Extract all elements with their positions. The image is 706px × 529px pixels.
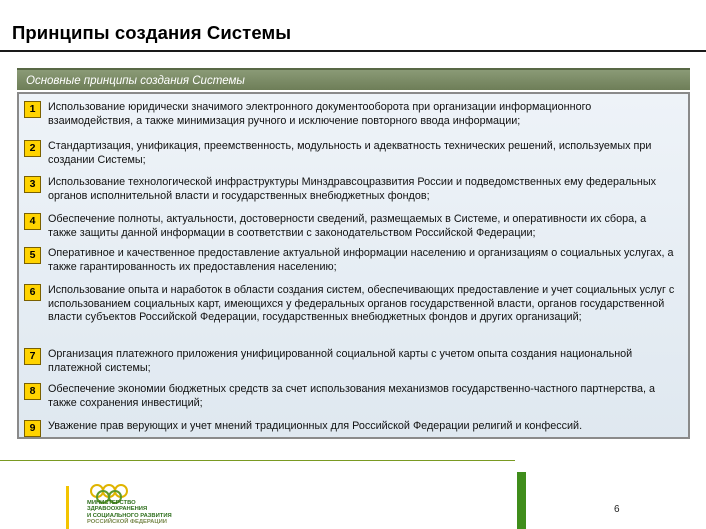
item-number-badge: 3 xyxy=(24,176,41,193)
item-text: Оперативное и качественное предоставление актуальной информации населению и организациям о социальных услугах, а также гарантированность их предоставления населению; xyxy=(48,247,674,273)
item-text: Обеспечение полноты, актуальности, достоверности сведений, размещаемых в Системе, и оперативности их сбора, а также защиты данной информации в соответствии с законодательством Российской Федерации; xyxy=(48,213,647,239)
principles-panel xyxy=(17,92,690,439)
panel-header: Основные принципы создания Системы xyxy=(17,68,690,90)
footer-accent-bar-yellow xyxy=(66,486,69,529)
page-title: Принципы создания Системы xyxy=(12,22,292,43)
item-text: Стандартизация, унификация, преемственность, модульность и адекватность технических решений, используемых при создании Системы; xyxy=(48,140,652,166)
title-divider xyxy=(0,50,706,52)
footer-accent-bar-green xyxy=(517,472,526,529)
item-text: Использование технологической инфраструктуры Минздравсоцразвития России и подведомственных ему федеральных органов исполнительной власти и государственных внебюджетных фондов; xyxy=(48,176,657,202)
item-number-badge: 7 xyxy=(24,348,41,365)
item-number-badge: 6 xyxy=(24,284,41,301)
item-number-badge: 9 xyxy=(24,420,41,437)
ministry-line: ЗДРАВООХРАНЕНИЯ xyxy=(87,506,148,513)
ministry-line: И СОЦИАЛЬНОГО РАЗВИТИЯ xyxy=(87,512,172,519)
item-text: Уважение прав верующих и учет мнений традиционных для Российской Федерации религий и конфессий. xyxy=(48,420,583,432)
ministry-line: МИНИСТЕРСТВО xyxy=(87,500,136,506)
item-text: Использование опыта и наработок в области создания систем, обеспечивающих предоставление и учет социальных услуг с использованием социальных карт, имеющихся у федеральных органов государственной власти, органов государственной власти субъектов Российской Федерации, государственных внебюджетных фондов и других организаций; xyxy=(48,284,675,324)
item-text: Организация платежного приложения унифицированной социальной карты с учетом опыта создания национальной платежной системы; xyxy=(48,348,633,374)
ministry-name xyxy=(87,500,237,526)
item-text: Использование юридически значимого электронного документооборота при организации информационного взаимодействия, а также минимизация ручного и исключение повторного ввода информации; xyxy=(48,101,592,127)
item-number-badge: 1 xyxy=(24,101,41,118)
item-number-badge: 5 xyxy=(24,247,41,264)
ministry-subline: РОССИЙСКОЙ ФЕДЕРАЦИИ xyxy=(87,519,167,526)
item-number-badge: 8 xyxy=(24,383,41,400)
page-number: 6 xyxy=(614,504,620,515)
item-text: Обеспечение экономии бюджетных средств за счет использования механизмов государственно-частного партнерства, а также сохранения инвестиций; xyxy=(48,383,656,409)
item-number-badge: 2 xyxy=(24,140,41,157)
footer-divider xyxy=(0,460,515,461)
item-number-badge: 4 xyxy=(24,213,41,230)
